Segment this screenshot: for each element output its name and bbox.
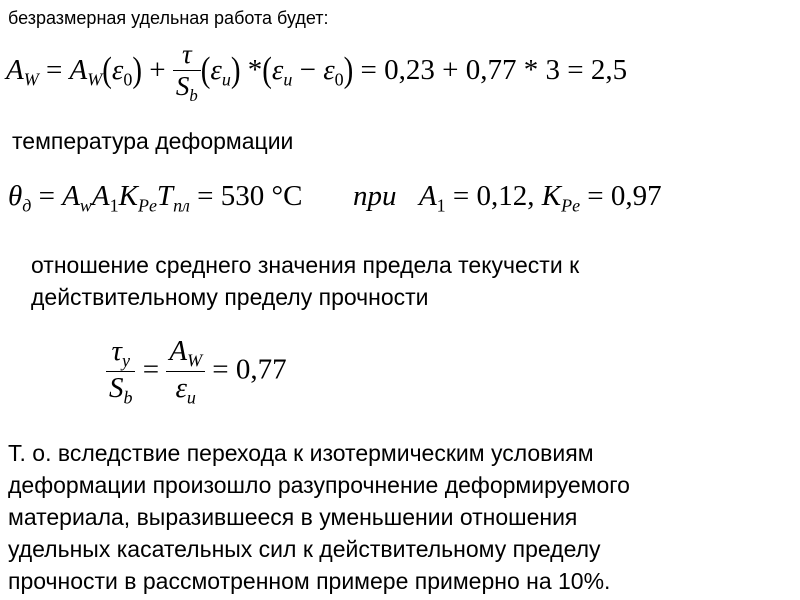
equation-ratio <box>106 336 287 407</box>
eq2-kpe-value: = 0,97 <box>587 180 662 212</box>
eq2-value: = 530 °C <box>197 180 303 212</box>
eq2-pe-subscript: Pe <box>137 195 157 216</box>
eq1-a-symbol: A <box>6 54 24 86</box>
eq2-w-subscript: w <box>79 195 92 216</box>
eq1-s: S <box>175 70 190 101</box>
eq3-result: = 0,77 <box>212 353 287 386</box>
eq1-u-subscript: u <box>221 69 231 90</box>
eq3-w-subscript: W <box>187 350 203 371</box>
eq3-y-subscript: y <box>121 350 130 371</box>
eq2-k-symbol-2: K <box>541 180 562 212</box>
eq2-d-subscript: д <box>22 195 32 216</box>
eq1-epsilon-4: ε <box>323 54 335 86</box>
eq1-minus: − <box>299 54 316 86</box>
eq1-w-subscript: W <box>23 69 39 90</box>
eq2-t-symbol: T <box>156 180 174 212</box>
eq1-rparen: ) <box>132 50 142 90</box>
eq2-pe-subscript-2: Pe <box>561 195 581 216</box>
eq2-pri: при <box>352 180 397 212</box>
eq2-one-subscript-2: 1 <box>436 195 446 216</box>
eq1-plus: + <box>149 54 166 86</box>
eq2-theta: θ <box>8 180 23 212</box>
eq1-w-subscript-2: W <box>87 69 103 90</box>
eq1-zero-subscript: 0 <box>123 69 133 90</box>
eq3-b-subscript: b <box>123 387 133 408</box>
eq1-a-symbol-2: A <box>69 54 88 86</box>
conclusion-line-2: деформации произошло разупрочнение деформируемого <box>8 472 630 498</box>
eq3-fraction-aw-eu <box>166 336 205 407</box>
eq1-result: = 0,23 + 0,77 * 3 = 2,5 <box>360 54 628 86</box>
eq2-equals: = <box>38 180 55 212</box>
eq1-zero-subscript-2: 0 <box>334 69 344 90</box>
eq1-b-subscript: b <box>189 85 198 105</box>
eq1-epsilon-2: ε <box>210 54 222 86</box>
eq3-a-symbol: A <box>169 335 188 367</box>
eq1-rparen-2: ) <box>230 50 241 90</box>
eq1-lparen-2: ( <box>200 50 211 90</box>
eq2-one-subscript: 1 <box>109 195 119 216</box>
eq1-rparen-3: ) <box>343 50 354 90</box>
eq1-star: * <box>247 54 263 86</box>
eq2-a-symbol-3: A <box>418 180 437 212</box>
ratio-description-line2: действительному пределу прочности <box>31 284 429 310</box>
eq3-epsilon: ε <box>175 372 187 405</box>
eq3-tau: τ <box>111 335 122 367</box>
conclusion-line-1: Т. о. вследствие перехода к изотермическим условиям <box>8 440 594 466</box>
eq3-fraction-tau-sb <box>106 336 135 407</box>
eq2-pl-subscript: пл <box>173 195 190 216</box>
equation-temperature <box>8 176 662 225</box>
eq1-equals: = <box>45 54 63 86</box>
eq1-epsilon-3: ε <box>271 54 284 86</box>
eq1-epsilon: ε <box>111 54 124 86</box>
conclusion-line-5: прочности в рассмотренном примере примерно на 10%. <box>8 568 611 594</box>
eq1-fraction-tau-sb <box>173 40 201 104</box>
eq1-tau: τ <box>173 40 201 70</box>
intro-text: безразмерная удельная работа будет: <box>8 8 329 28</box>
eq2-a-symbol: A <box>62 180 80 212</box>
eq3-u-subscript: u <box>186 387 196 408</box>
conclusion-line-3: материала, выразившееся в уменьшении отношения <box>8 504 578 530</box>
temperature-label: температура деформации <box>12 128 294 154</box>
eq1-lparen-3: ( <box>262 50 272 90</box>
eq3-s: S <box>109 372 124 405</box>
conclusion-line-4: удельных касательных сил к действительному пределу <box>8 536 601 562</box>
ratio-description-line1: отношение среднего значения предела текучести к <box>31 252 580 278</box>
eq2-k-symbol: K <box>118 180 138 212</box>
eq2-a1-value: = 0,12, <box>452 180 535 212</box>
eq1-u-subscript-2: u <box>283 69 293 90</box>
equation-specific-work <box>6 40 627 110</box>
eq2-a-symbol-2: A <box>91 180 110 212</box>
eq3-equals: = <box>142 353 160 386</box>
eq1-lparen: ( <box>102 50 112 90</box>
